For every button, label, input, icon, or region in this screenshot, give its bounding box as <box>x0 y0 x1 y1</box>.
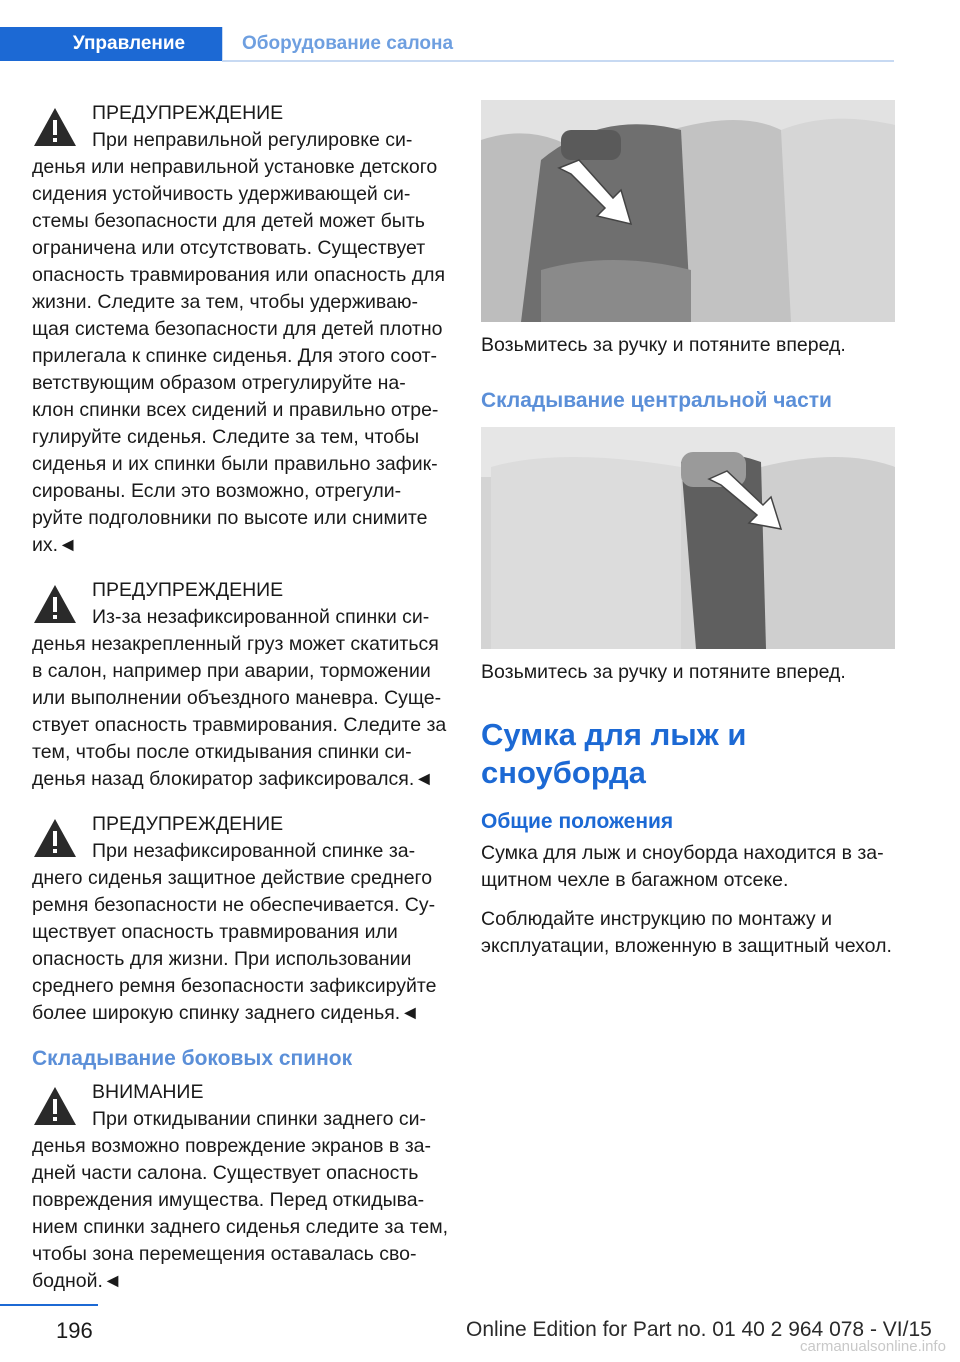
warning-line: руйте подголовники по высоте или снимите <box>32 507 428 529</box>
warning-line: ограничена или отсутствовать. Существует <box>32 237 426 259</box>
warning-line: ствует опасность травмирования. Следите за <box>32 714 447 736</box>
warning-line: тем, чтобы после откидывания спинки си- <box>32 741 412 763</box>
page-number: 196 <box>56 1318 93 1343</box>
warning-line: При незафиксированной спинке за- <box>92 840 416 862</box>
warning-line: стемы безопасности для детей может быть <box>32 210 425 232</box>
header-rule <box>222 60 894 62</box>
paragraph-line: Соблюдайте инструкцию по монтажу и <box>481 908 832 930</box>
warning-line: ществует опасность травмирования или <box>32 921 398 943</box>
warning-line: бодной.◄ <box>32 1270 123 1292</box>
warning-line: денья назад блокиратор зафиксировался.◄ <box>32 768 434 790</box>
tab-active-label: Управление <box>72 33 186 54</box>
warning-line: опасность травмирования или опасность для <box>32 264 446 286</box>
warning-title: ПРЕДУПРЕЖДЕНИЕ <box>92 579 284 601</box>
paragraph-line: эксплуатации, вложенную в защитный чехол. <box>481 935 892 957</box>
heading-ski-bag: Сумка для лыж и сноуборда <box>481 717 747 790</box>
photo-side-backrest <box>481 100 895 322</box>
caution-title: ВНИМАНИЕ <box>92 1081 204 1103</box>
warning-line: их.◄ <box>32 534 78 556</box>
warning-block <box>32 811 450 1027</box>
paragraph-line: щитном чехле в багажном отсеке. <box>481 869 789 891</box>
warning-line: более широкую спинку заднего сиденья.◄ <box>32 1002 420 1024</box>
warning-line: сированы. Если это возможно, отрегули- <box>32 480 402 502</box>
warning-line: денья или неправильной установке детского <box>32 156 438 178</box>
caution-block <box>32 1079 450 1295</box>
paragraph <box>481 906 895 960</box>
right-column <box>481 100 895 972</box>
warning-line: жизни. Следите за тем, чтобы удерживаю- <box>32 291 419 313</box>
warning-title: ПРЕДУПРЕЖДЕНИЕ <box>92 102 284 124</box>
warning-line: клон спинки всех сидений и правильно отре- <box>32 399 439 421</box>
paragraph <box>481 840 895 894</box>
tab-inactive <box>222 27 894 61</box>
warning-line: щая система безопасности для детей плотно <box>32 318 443 340</box>
warning-line: нием спинки заднего сиденья следите за тем, <box>32 1216 449 1238</box>
warning-title: ПРЕДУПРЕЖДЕНИЕ <box>92 813 284 835</box>
watermark: carmanualsonline.info <box>800 1338 946 1355</box>
seat-illustration <box>481 427 895 649</box>
image-caption: Возьмитесь за ручку и потяните вперед. <box>481 334 846 356</box>
warning-triangle-icon <box>32 817 78 859</box>
warning-line: Из-за незафиксированной спинки си- <box>92 606 430 628</box>
warning-line: в салон, например при аварии, торможении <box>32 660 431 682</box>
photo-center-backrest <box>481 427 895 649</box>
warning-line: или выполнении объездного маневра. Суще- <box>32 687 442 709</box>
warning-line: ремня безопасности не обеспечивается. Су- <box>32 894 436 916</box>
section-heading-side-backrests: Складывание боковых спинок <box>32 1047 353 1070</box>
warning-line: чтобы зона перемещения оставалась сво- <box>32 1243 417 1265</box>
warning-line: денья незакрепленный груз может скатиться <box>32 633 439 655</box>
footer-edition: Online Edition for Part no. 01 40 2 964 078 - VI/15 <box>466 1318 932 1341</box>
warning-line: среднего ремня безопасности зафиксируйте <box>32 975 437 997</box>
footer-rule <box>0 1304 98 1306</box>
warning-block <box>32 100 450 559</box>
warning-line: сидения устойчивость удерживающей си- <box>32 183 411 205</box>
warning-line: денья возможно повреждение экранов в за- <box>32 1135 431 1157</box>
warning-block <box>32 577 450 793</box>
image-caption: Возьмитесь за ручку и потяните вперед. <box>481 661 846 683</box>
warning-line: гулируйте сиденья. Следите за тем, чтобы <box>32 426 420 448</box>
warning-line: При откидывании спинки заднего си- <box>92 1108 426 1130</box>
warning-triangle-icon <box>32 583 78 625</box>
heading-general: Общие положения <box>481 810 674 833</box>
warning-line: ветствующим образом отрегулируйте на- <box>32 372 406 394</box>
tab-inactive-label: Оборудование салона <box>242 33 454 54</box>
tab-active <box>0 27 222 61</box>
paragraph-line: Сумка для лыж и сноуборда находится в за- <box>481 842 884 864</box>
warning-line: повреждения имущества. Перед откидыва- <box>32 1189 425 1211</box>
warning-line: сиденья и их спинки были правильно зафик- <box>32 453 438 475</box>
warning-line: опасность для жизни. При использовании <box>32 948 412 970</box>
warning-line: При неправильной регулировке си- <box>92 129 413 151</box>
seat-illustration <box>481 100 895 322</box>
warning-line: прилегала к спинке сиденья. Для этого соот- <box>32 345 438 367</box>
warning-line: дней части салона. Существует опасность <box>32 1162 419 1184</box>
warning-line: днего сиденья защитное действие среднего <box>32 867 433 889</box>
left-column <box>32 100 450 1313</box>
section-heading-center-part: Складывание центральной части <box>481 389 832 412</box>
warning-triangle-icon <box>32 106 78 148</box>
warning-triangle-icon <box>32 1085 78 1127</box>
